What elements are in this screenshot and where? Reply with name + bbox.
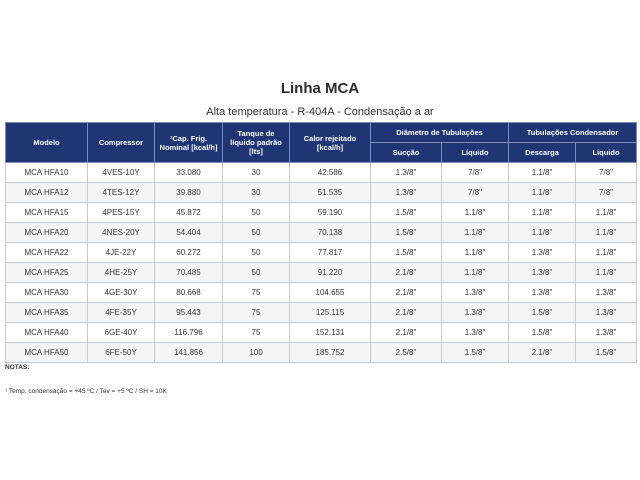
table-row [6, 183, 637, 203]
cell-modelo: MCA HFA20 [6, 223, 88, 243]
cell-compressor: 4HE-25Y [88, 263, 155, 283]
cell-modelo: MCA HFA50 [6, 343, 88, 363]
cell-condensador-liquido: 1.5/8" [576, 343, 637, 363]
table-row [6, 243, 637, 263]
cell-diametro-succao: 2.1/8" [371, 263, 442, 283]
cell-condensador-descarga: 1.5/8" [509, 303, 576, 323]
cell-diametro-succao: 1.5/8" [371, 203, 442, 223]
cell-modelo: MCA HFA22 [6, 243, 88, 263]
cell-tanque: 50 [223, 263, 290, 283]
cell-condensador-descarga: 1.5/8" [509, 323, 576, 343]
cell-diametro-succao: 2.1/8" [371, 303, 442, 323]
cell-condensador-descarga: 2.1/8" [509, 343, 576, 363]
cell-diametro-succao: 2.1/8" [371, 283, 442, 303]
cell-diametro-liquido: 1.1/8" [442, 223, 509, 243]
cell-condensador-liquido: 1.1/8" [576, 223, 637, 243]
cell-cap-frig: 141.856 [155, 343, 223, 363]
cell-diametro-liquido: 1.5/8" [442, 343, 509, 363]
cell-tanque: 50 [223, 243, 290, 263]
cell-tanque: 100 [223, 343, 290, 363]
cell-tanque: 50 [223, 203, 290, 223]
cell-diametro-succao: 2.1/8" [371, 323, 442, 343]
page-title: Linha MCA [280, 80, 360, 97]
cell-calor-rejeitado: 185.752 [290, 343, 371, 363]
cell-modelo: MCA HFA12 [6, 183, 88, 203]
cell-tanque: 30 [223, 183, 290, 203]
cell-condensador-descarga: 1.1/8" [509, 163, 576, 183]
cell-cap-frig: 45.872 [155, 203, 223, 223]
cell-tanque: 30 [223, 163, 290, 183]
header-modelo: Modelo [6, 123, 88, 163]
cell-tanque: 75 [223, 283, 290, 303]
cell-compressor: 4TES-12Y [88, 183, 155, 203]
cell-diametro-succao: 2.5/8" [371, 343, 442, 363]
cell-calor-rejeitado: 125.115 [290, 303, 371, 323]
cell-cap-frig: 95.443 [155, 303, 223, 323]
cell-diametro-liquido: 1.3/8" [442, 283, 509, 303]
cell-diametro-liquido: 7/8" [442, 163, 509, 183]
cell-compressor: 4PES-15Y [88, 203, 155, 223]
page-subtitle: Alta temperatura - R-404A - Condensação a ar [206, 106, 434, 118]
table-row [6, 203, 637, 223]
cell-diametro-liquido: 1.1/8" [442, 263, 509, 283]
cell-modelo: MCA HFA40 [6, 323, 88, 343]
cell-compressor: 4NES-20Y [88, 223, 155, 243]
header-tubulacoes-condensador: Tubulações Condensador [509, 123, 637, 143]
cell-condensador-liquido: 7/8" [576, 183, 637, 203]
cell-compressor: 4GE-30Y [88, 283, 155, 303]
cell-condensador-liquido: 1.3/8" [576, 283, 637, 303]
table-row [6, 283, 637, 303]
cell-condensador-liquido: 1.1/8" [576, 243, 637, 263]
cell-modelo: MCA HFA25 [6, 263, 88, 283]
cell-compressor: 4JE-22Y [88, 243, 155, 263]
header-tanque: Tanque de líquido padrão [lts] [223, 123, 290, 163]
cell-tanque: 50 [223, 223, 290, 243]
cell-cap-frig: 80.668 [155, 283, 223, 303]
cell-condensador-descarga: 1.3/8" [509, 283, 576, 303]
cell-diametro-liquido: 1.1/8" [442, 203, 509, 223]
cell-diametro-liquido: 1.1/8" [442, 243, 509, 263]
cell-diametro-succao: 1.3/8" [371, 183, 442, 203]
cell-cap-frig: 39.880 [155, 183, 223, 203]
cell-condensador-descarga: 1.1/8" [509, 183, 576, 203]
header-diametro-tubulacoes: Diâmetro de Tubulações [371, 123, 509, 143]
cell-calor-rejeitado: 77.817 [290, 243, 371, 263]
cell-calor-rejeitado: 152.131 [290, 323, 371, 343]
cell-calor-rejeitado: 42.586 [290, 163, 371, 183]
cell-compressor: 4VES-10Y [88, 163, 155, 183]
cell-calor-rejeitado: 70.138 [290, 223, 371, 243]
table-header [6, 123, 637, 163]
header-compressor: Compressor [88, 123, 155, 163]
table-row [6, 323, 637, 343]
footnote: ¹ Temp. condensação = +45 ºC / Tev = +5 ºC / SH = 10K [5, 388, 167, 395]
header-liquido: Líquido [442, 143, 509, 163]
cell-compressor: 6FE-50Y [88, 343, 155, 363]
cell-tanque: 75 [223, 323, 290, 343]
cell-calor-rejeitado: 59.190 [290, 203, 371, 223]
cell-diametro-succao: 1.3/8" [371, 163, 442, 183]
notes-label: NOTAS: [5, 364, 30, 371]
cell-calor-rejeitado: 104.655 [290, 283, 371, 303]
header-succao: Sucção [371, 143, 442, 163]
cell-calor-rejeitado: 51.535 [290, 183, 371, 203]
cell-condensador-liquido: 1.1/8" [576, 263, 637, 283]
cell-diametro-liquido: 1.3/8" [442, 303, 509, 323]
cell-condensador-descarga: 1.3/8" [509, 243, 576, 263]
cell-condensador-liquido: 7/8" [576, 163, 637, 183]
cell-compressor: 6GE-40Y [88, 323, 155, 343]
cell-modelo: MCA HFA15 [6, 203, 88, 223]
header-descarga: Descarga [509, 143, 576, 163]
cell-condensador-liquido: 1.3/8" [576, 303, 637, 323]
table-row [6, 223, 637, 243]
cell-cap-frig: 70.485 [155, 263, 223, 283]
table-row [6, 163, 637, 183]
table-row [6, 343, 637, 363]
cell-tanque: 75 [223, 303, 290, 323]
cell-condensador-descarga: 1.1/8" [509, 203, 576, 223]
cell-cap-frig: 116.796 [155, 323, 223, 343]
cell-diametro-liquido: 7/8" [442, 183, 509, 203]
table-body [6, 163, 637, 363]
spec-table [5, 122, 637, 363]
cell-compressor: 4FE-35Y [88, 303, 155, 323]
header-cap-frig: ¹Cap. Frig. Nominal [kcal/h] [155, 123, 223, 163]
cell-condensador-liquido: 1.1/8" [576, 203, 637, 223]
cell-condensador-descarga: 1.3/8" [509, 263, 576, 283]
cell-modelo: MCA HFA35 [6, 303, 88, 323]
cell-diametro-succao: 1.5/8" [371, 223, 442, 243]
cell-diametro-liquido: 1.3/8" [442, 323, 509, 343]
table-row [6, 263, 637, 283]
cell-diametro-succao: 1.5/8" [371, 243, 442, 263]
cell-modelo: MCA HFA30 [6, 283, 88, 303]
cell-condensador-descarga: 1.1/8" [509, 223, 576, 243]
cell-modelo: MCA HFA10 [6, 163, 88, 183]
cell-cap-frig: 33.080 [155, 163, 223, 183]
cell-cap-frig: 60.272 [155, 243, 223, 263]
cell-condensador-liquido: 1.3/8" [576, 323, 637, 343]
header-calor-rejeitado: Calor rejeitado [kcal/h] [290, 123, 371, 163]
cell-cap-frig: 54.404 [155, 223, 223, 243]
cell-calor-rejeitado: 91.220 [290, 263, 371, 283]
header-liquido-condensador: Líquido [576, 143, 637, 163]
table-row [6, 303, 637, 323]
